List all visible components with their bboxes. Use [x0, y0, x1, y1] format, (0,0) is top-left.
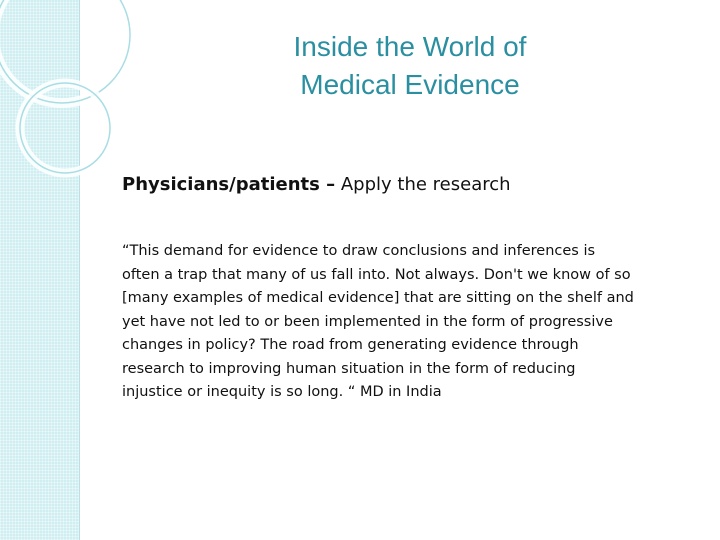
section-heading: [122, 174, 511, 195]
quote-line: yet have not led to or been implemented in the form of progressive: [122, 313, 613, 330]
title-line-2: Medical Evidence: [300, 69, 520, 100]
heading-rest-text: Apply the research: [335, 174, 511, 195]
quote-paragraph: [122, 240, 682, 405]
title-line-1: Inside the World of: [293, 31, 527, 62]
quote-line: research to improving human situation in the form of reducing: [122, 360, 576, 377]
quote-line: changes in policy? The road from generating evidence through: [122, 337, 579, 353]
circle-rings-decoration: [0, 0, 140, 220]
heading-bold-text: Physicians/patients –: [122, 174, 336, 195]
quote-line: injustice or inequity is so long. “ MD in India: [122, 384, 442, 400]
inner-ring-edge: [20, 83, 110, 173]
slide-title: [200, 28, 620, 104]
quote-line: “This demand for evidence to draw conclusions and inferences is: [122, 243, 596, 259]
quote-line: often a trap that many of us fall into. Not always. Don't we know of so: [122, 266, 631, 283]
quote-line: [many examples of medical evidence] that are sitting on the shelf and: [122, 290, 634, 306]
